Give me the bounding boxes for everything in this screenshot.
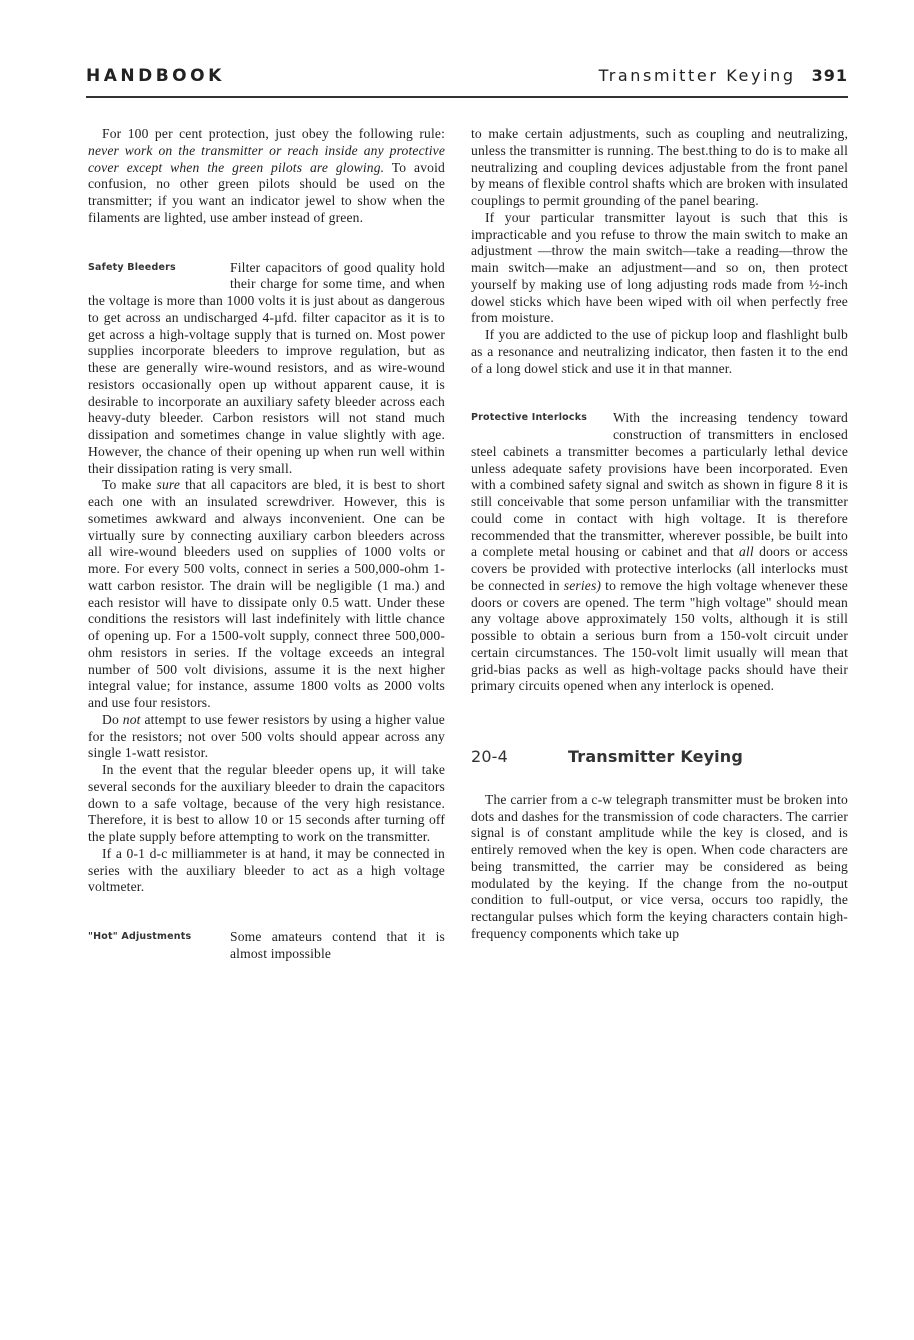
- side-heading: Safety Bleeders: [88, 261, 176, 273]
- emphasis: not: [122, 711, 141, 727]
- section-heading: [471, 749, 848, 766]
- text: Filter capacitors of good quality hold their charge for some time, and when the voltage is more than 1000 volts it is just about as dangerous to get across an undischarged 4-µfd. filter capacitor as it is to get across a high-voltage supply that is turned on. Most power supplies incorporate bleeders to improve regulation, but as these are generally wire-wound resistors, and as wire-wound resistors occasionally open up without apparent cause, it is desirable to incorporate an auxiliary safety bleeder across each heavy-duty bleeder. Carbon resistors will not stand much dissipation and sometimes change in value slightly with age. However, the chance of their opening up when run well within their dissipation rating is very small.: [88, 259, 445, 476]
- emphasis: series): [563, 577, 602, 593]
- header-rule: [86, 96, 848, 98]
- running-head-book: HANDBOOK: [86, 66, 225, 86]
- text: To make: [102, 477, 157, 493]
- emphasis: never work on the transmitter or reach inside any protective cover except when the green pilots are glowing.: [88, 142, 445, 175]
- text: To avoid confusion, no other green pilots should be used on the transmitter; if you want an indicator jewel to show when the filaments are lighted, use amber instead of green.: [88, 159, 445, 225]
- paragraph: [88, 126, 445, 227]
- paragraph: [88, 260, 445, 478]
- side-heading: Protective Interlocks: [471, 412, 588, 424]
- paragraph: The carrier from a c-w telegraph transmitter must be broken into dots and dashes for the transmission of code characters. The carrier signal is of constant amplitude while the key is closed, and is entirely removed when the key is open. When code characters are being transmitted, the carrier may be considered as being modulated by the keying. If the change from the no-output condition to full-output, or vice versa, occurs too rapidly, the rectangular pulses which form the keying characters contain high-frequency components which take up: [471, 791, 848, 941]
- paragraph: [88, 712, 445, 762]
- text: Do: [102, 711, 123, 727]
- paragraph: to make certain adjustments, such as coupling and neutralizing, unless the transmitter is running. The best.thing to do is to make all neutralizing and coupling devices adjustable from the front panel by means of flexible control shafts which are broken with insulated couplings to permit grounding of the panel bearing.: [471, 126, 848, 208]
- section-title: Transmitter Keying: [568, 747, 743, 766]
- text: With the increasing tendency toward construction of transmitters in enclosed steel cabinets a transmitter becomes a particularly lethal device unless adequate safety provisions have been incorporated. Even with a combined safety signal and switch as shown in figure 8 it is still conceivable that some person unfamiliar with the transmitter could come in contact with high voltage. It is therefore recommended that the transmitter, wherever possible, be built into a complete metal housing or cabinet and that: [471, 410, 848, 560]
- paragraph: [471, 410, 848, 695]
- paragraph: In the event that the regular bleeder opens up, it will take several seconds for the auxiliary bleeder to drain the capacitors down to a safe voltage, because of the very high resistance. Therefore, it is best to allow 10 or 15 seconds after turning off the plate supply before attempting to work on the transmitter.: [88, 762, 445, 844]
- paragraph: [88, 929, 445, 963]
- text: to remove the high voltage whenever these doors or covers are opened. The term "high voltage" should mean any voltage above approximately 150 volts, although it is still possible to obtain a serious burn from a 150-volt circuit under certain circumstances. The 150-volt limit usually will mean that grid-bias packs as well as high-voltage packs should have their primary circuits opened when any interlock is opened.: [471, 577, 848, 694]
- text: doors or access covers be provided with protective interlocks (all interlocks must be connected in: [471, 544, 849, 593]
- paragraph: [88, 477, 445, 712]
- text: that all capacitors are bled, it is best to short each one with an insulated screwdriver. However, this is sometimes awkward and always inconvenient. One can be virtually sure by connecting auxiliary carbon bleeders across all wire-wound bleeders used on supplies of 1000 volts or more. For every 500 volts, connect in series a 500,000-ohm 1-watt carbon resistor. The drain will be negligible (1 ma.) and each resistor will have to dissipate only 0.5 watt. Under these conditions the resistors will last indefinitely with little chance of opening up. For a 1500-volt supply, connect three 500,000-ohm resistors in series. If the voltage exceeds an integral number of 500 volt divisions, assume it is the next higher integral value; for instance, assume 1800 volts as 2000 volts and use four resistors.: [88, 477, 445, 710]
- section-number: 20-4: [471, 747, 508, 766]
- paragraph: If your particular transmitter layout is such that this is impracticable and you refuse to throw the main switch to make an adjustment —throw the main switch—take a reading—throw the main switch—make an adjustment—and so on, then protect yourself by making use of long adjusting rods made from ½-inch dowel sticks which have been wiped with oil when perfectly free from moisture.: [471, 209, 848, 326]
- text: Some amateurs contend that it is almost impossible: [230, 929, 445, 961]
- side-heading: "Hot" Adjustments: [88, 931, 192, 942]
- running-head-chapter: Transmitter Keying: [598, 66, 796, 85]
- page-number: 391: [811, 66, 848, 85]
- running-head-right: [599, 66, 848, 85]
- text: attempt to use fewer resistors by using a higher value for the resistors; not over 500 volts should appear across any single 1-watt resistor.: [88, 711, 445, 761]
- paragraph: If a 0-1 d-c milliammeter is at hand, it may be connected in series with the auxiliary bleeder to act as a high voltage voltmeter.: [88, 845, 445, 895]
- emphasis: all: [738, 544, 754, 560]
- paragraph: If you are addicted to the use of pickup loop and flashlight bulb as a resonance and neutralizing indicator, then fasten it to the end of a long dowel stick and use it in that manner.: [471, 327, 848, 376]
- right-column: [471, 126, 848, 943]
- left-column: [88, 126, 445, 963]
- emphasis: sure: [156, 477, 181, 493]
- text: For 100 per cent protection, just obey the following rule:: [102, 126, 445, 141]
